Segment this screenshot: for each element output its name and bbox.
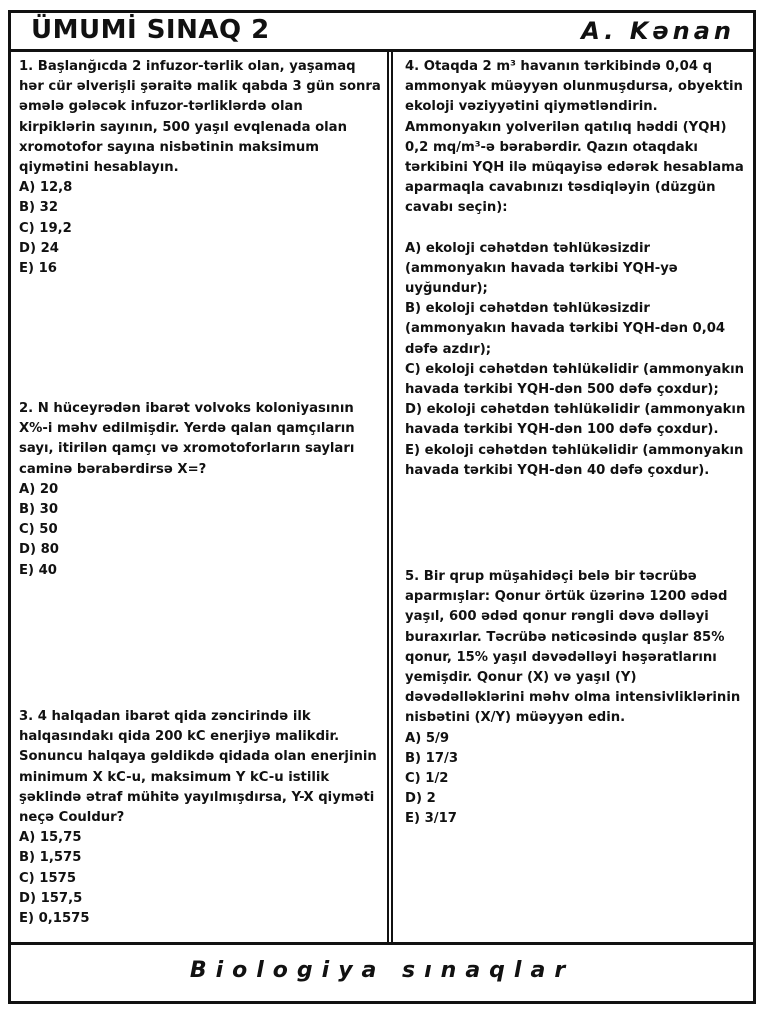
question-text: 3. 4 halqadan ibarət qida zəncirində ilk halqasındakı qida 200 kC enerjiyə malikdir. Sonuncu halqaya gəldikdə qidada olan enerjinin minimum X kC-u, maksimum Y kC-u istilik şəklində ətraf mühitə yayılmışdırsa, Y-X qiyməti neçə Couldur?: [19, 709, 377, 826]
option-c: C) ekoloji cəhətdən təhlükəlidir (ammonyakın havada tərkibi YQH-dən 500 dəfə çoxdur);: [405, 361, 745, 398]
option-d: D) 2: [405, 791, 436, 807]
option-d: D) 24: [19, 240, 59, 256]
option-e: E) ekoloji cəhətdən təhlükəlidir (ammonyakın havada tərkibi YQH-dən 40 dəfə çoxdur).: [405, 442, 744, 478]
option-c: C) 1575: [19, 870, 76, 886]
author-name: A. Kənan: [581, 17, 735, 45]
question-text: 2. N hüceyrədən ibarət volvoks koloniyasının X%-i məhv edilmişdir. Yerdə qalan qamçıların sayı, itirilən qamçı və xromotoforların sayları caminə bərabərdirsə X=?: [19, 401, 355, 477]
option-c: C) 50: [19, 522, 58, 538]
option-d: D) 157,5: [19, 890, 83, 906]
option-b: B) 30: [19, 502, 59, 518]
page-title: ÜMUMİ SINAQ 2: [31, 15, 270, 45]
option-b: B) 17/3: [405, 750, 459, 766]
page-frame: [8, 10, 756, 1004]
column-divider: [387, 52, 393, 942]
footer-divider: [11, 942, 753, 945]
option-c: C) 1/2: [405, 771, 449, 787]
option-a: A) ekoloji cəhətdən təhlükəsizdir (ammonyakın havada tərkibi YQH-yə uyğundur);: [405, 240, 678, 297]
option-a: A) 20: [19, 481, 59, 497]
option-e: E) 3/17: [405, 811, 457, 827]
option-e: E) 40: [19, 562, 57, 578]
question-text: 1. Başlanğıcda 2 infuzor-tərlik olan, yaşamaq hər cür əlverişli şəraitə malik qabda 3 gün sonra əmələ gələcək infuzor-tərliklərdə olan kirpiklərin sayının, 500 yaşıl evqlenada olan xromotofor sayına nisbətinin maksimum qiymətini hesablayın.: [19, 59, 381, 176]
option-b: B) 1,575: [19, 850, 82, 866]
spacer: [405, 219, 749, 239]
question-4: [405, 57, 749, 481]
question-2: [19, 399, 381, 581]
question-text: 5. Bir qrup müşahidəçi belə bir təcrübə aparmışlar: Qonur örtük üzərinə 1200 ədəd yaşıl, 600 ədəd qonur rəngli dəvə dəlləyi buraxırlar. Təcrübə nəticəsində quşlar 85% qonur, 15% yaşıl dəvədəlləyi həşəratlarını yemişdir. Qonur (X) və yaşıl (Y) dəvədəlləklərini məhv olma intensivliklərinin nisbətini (X/Y) müəyyən edin.: [405, 569, 741, 726]
question-3: [19, 707, 381, 929]
option-a: A) 12,8: [19, 180, 73, 196]
header: [11, 13, 753, 52]
option-b: B) 32: [19, 200, 59, 216]
option-e: E) 0,1575: [19, 911, 90, 927]
option-a: A) 5/9: [405, 730, 449, 746]
option-d: D) 80: [19, 542, 59, 558]
option-d: D) ekoloji cəhətdən təhlükəlidir (ammonyakın havada tərkibi YQH-dən 100 dəfə çoxdur).: [405, 402, 746, 438]
option-a: A) 15,75: [19, 830, 82, 846]
question-1: [19, 57, 381, 279]
question-text: 4. Otaqda 2 m³ havanın tərkibində 0,04 q ammonyak müəyyən olunmuşdursa, obyektin ekoloji vəziyyətini qiymətləndirin. Ammonyakın yolverilən qatılıq həddi (YQH) 0,2 mq/m³-ə bərabərdir. Qazın otaqdakı tərkibini YQH ilə müqayisə edərək hesablama aparmaqla cavabınızı təsdiqləyin (düzgün cavabı seçin):: [405, 59, 744, 216]
option-c: C) 19,2: [19, 220, 72, 236]
option-b: B) ekoloji cəhətdən təhlükəsizdir (ammonyakın havada tərkibi YQH-dən 0,04 dəfə azdır);: [405, 301, 726, 357]
footer-text: Biologiya sınaqlar: [189, 958, 575, 983]
option-e: E) 16: [19, 261, 57, 277]
question-5: [405, 567, 749, 830]
